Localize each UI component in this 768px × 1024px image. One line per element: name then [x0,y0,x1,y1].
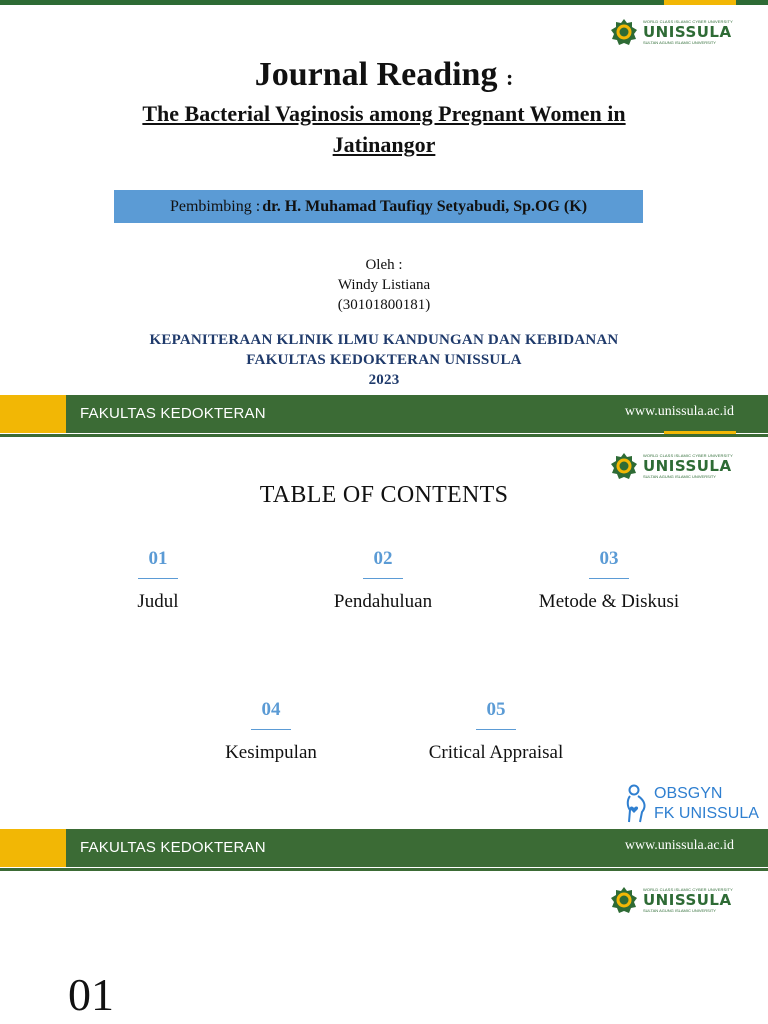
footer-url: www.unissula.ac.id [624,838,734,853]
section-number: 01 [68,969,114,1020]
title-colon: : [505,65,514,90]
unissula-logo [610,884,736,916]
supervisor-box [114,190,643,223]
journal-subtitle: The Bacterial Vaginosis among Pregnant Women in Jatinangor [142,101,626,157]
obsgyn-badge [622,784,759,824]
logo-tagline-top: WORLD CLASS ISLAMIC CYBER UNIVERSITY [643,18,733,24]
toc-label: Judul [137,591,179,612]
top-stripe [0,0,768,5]
logo-tagline-bottom: SULTAN AGUNG ISLAMIC UNIVERSITY [643,473,716,479]
unissula-emblem-icon [610,452,638,480]
toc-title: TABLE OF CONTENTS [259,482,509,508]
pregnant-woman-icon [622,784,650,824]
title-text: Journal Reading [254,56,498,93]
slide-main-title [0,56,768,94]
logo-tagline-bottom: SULTAN AGUNG ISLAMIC UNIVERSITY [643,39,716,45]
slide-section-01 [0,868,768,1024]
toc-label: Kesimpulan [225,742,317,763]
toc-label: Metode & Diskusi [538,591,680,612]
footer-faculty: FAKULTAS KEDOKTERAN [80,405,266,422]
top-stripe [0,434,768,437]
toc-label: Critical Appraisal [428,742,564,763]
toc-item-judul [48,548,268,613]
top-stripe [0,868,768,871]
department-block [0,330,768,390]
slide-title [0,0,768,434]
slide-table-of-contents [0,434,768,868]
toc-number: 04 [261,699,281,720]
logo-name: UNISSULA [643,890,732,909]
department-line-2: FAKULTAS KEDOKTERAN UNISSULA [246,352,522,368]
unissula-logo [610,450,736,482]
toc-number: 05 [486,699,506,720]
supervisor-label: Pembimbing : [169,197,261,215]
toc-number: 02 [373,548,393,569]
footer-faculty: FAKULTAS KEDOKTERAN [80,839,266,856]
unissula-logo [610,16,736,48]
supervisor-name: dr. H. Muhamad Taufiqy Setyabudi, Sp.OG (K) [262,197,588,215]
toc-item-critical-appraisal [386,699,606,764]
toc-item-kesimpulan [161,699,381,764]
toc-label: Pendahuluan [333,591,433,612]
toc-number: 03 [599,548,619,569]
author-by-label: Oleh : [365,257,403,273]
logo-name: UNISSULA [643,22,732,41]
toc-item-pendahuluan [273,548,493,613]
logo-tagline-top: WORLD CLASS ISLAMIC CYBER UNIVERSITY [643,886,733,892]
department-year: 2023 [368,372,400,388]
logo-tagline-bottom: SULTAN AGUNG ISLAMIC UNIVERSITY [643,907,716,913]
footer-bar [0,829,768,867]
author-name: Windy Listiana [337,277,431,293]
logo-tagline-top: WORLD CLASS ISLAMIC CYBER UNIVERSITY [643,452,733,458]
toc-item-metode [499,548,719,613]
author-block [0,255,768,315]
obsgyn-line-2: FK UNISSULA [654,805,759,822]
author-id: (30101800181) [337,297,431,313]
obsgyn-line-1: OBSGYN [654,785,723,802]
unissula-emblem-icon [610,18,638,46]
footer-url: www.unissula.ac.id [624,404,734,419]
department-line-1: KEPANITERAAN KLINIK ILMU KANDUNGAN DAN KEBIDANAN [149,332,619,348]
footer-bar [0,395,768,433]
unissula-emblem-icon [610,886,638,914]
toc-number: 01 [148,548,168,569]
logo-name: UNISSULA [643,456,732,475]
